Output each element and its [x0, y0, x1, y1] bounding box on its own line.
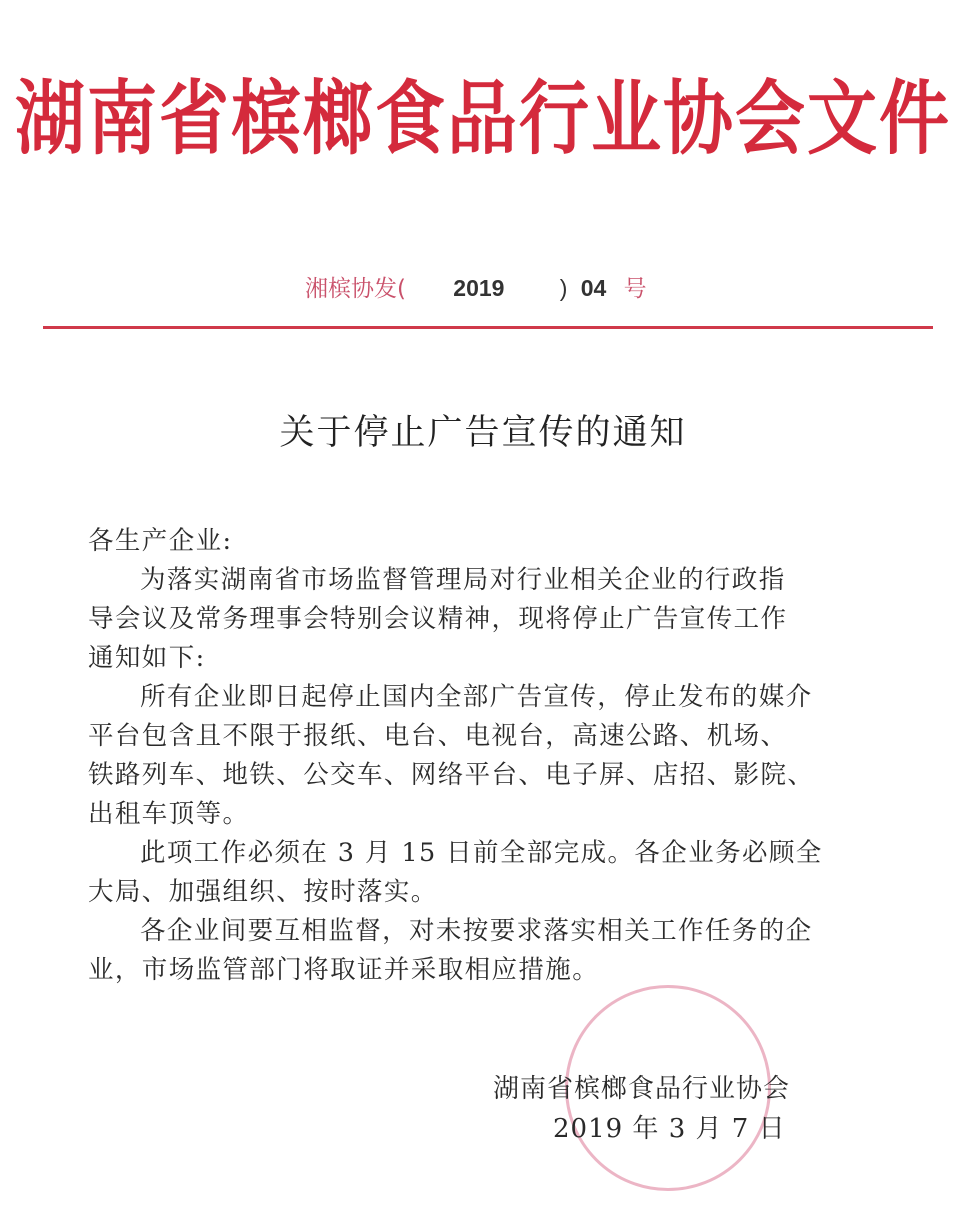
notice-title: 关于停止广告宣传的通知	[279, 413, 687, 453]
body-line: 各企业间要互相监督，对未按要求落实相关工作任务的企	[140, 916, 813, 946]
body-line: 导会议及常务理事会特别会议精神，现将停止广告宣传工作	[88, 604, 788, 634]
body-line: 出租车顶等。	[88, 799, 250, 829]
doc-number-close: )	[559, 275, 568, 301]
doc-number-value: 04	[580, 275, 607, 301]
salutation: 各生产企业:	[88, 526, 233, 556]
doc-number-year: 2019	[453, 275, 505, 301]
signature-date: 2019 年 3 月 7 日	[553, 1114, 786, 1144]
document-number	[305, 270, 647, 303]
body-line: 为落实湖南省市场监督管理局对行业相关企业的行政指	[140, 565, 786, 595]
doc-number-prefix: 湘槟协发(	[305, 276, 406, 302]
body-line: 通知如下:	[88, 643, 206, 673]
body-line: 此项工作必须在 3 月 15 日前全部完成。各企业务必顾全	[140, 838, 823, 868]
body-line: 大局、加强组织、按时落实。	[88, 877, 438, 907]
body-line: 业，市场监管部门将取证并采取相应措施。	[88, 955, 600, 985]
body-line: 所有企业即日起停止国内全部广告宣传，停止发布的媒介	[140, 682, 813, 712]
body-line: 平台包含且不限于报纸、电台、电视台，高速公路、机场、	[88, 721, 788, 751]
notice-body	[88, 522, 908, 990]
header-divider	[43, 326, 933, 329]
doc-number-suffix: 号	[623, 276, 647, 302]
body-line: 铁路列车、地铁、公交车、网络平台、电子屏、店招、影院、	[88, 760, 815, 790]
document-header-title: 湖南省槟榔食品行业协会文件	[15, 71, 951, 166]
signature-organization: 湖南省槟榔食品行业协会	[493, 1074, 791, 1104]
